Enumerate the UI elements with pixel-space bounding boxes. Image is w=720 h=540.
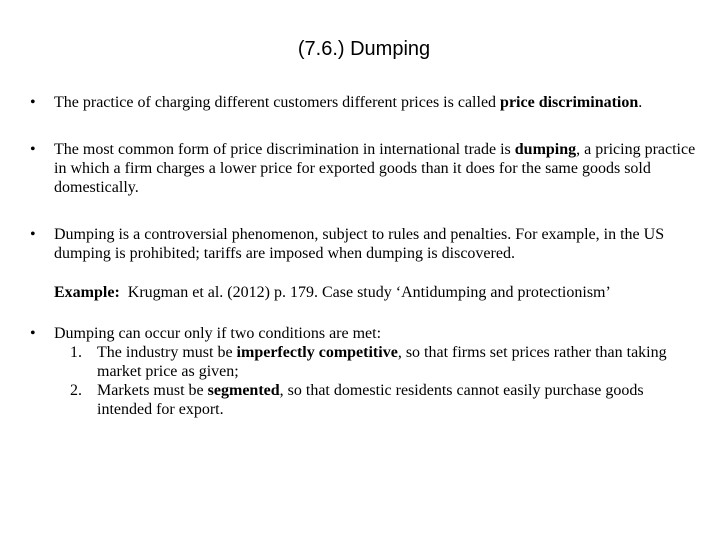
slide-body bbox=[30, 93, 700, 419]
slide-title: (7.6.) Dumping bbox=[297, 38, 431, 60]
example-text: Krugman et al. (2012) p. 179. Case study ‘Antidumping and protectionism’ bbox=[127, 284, 611, 301]
bullet-icon: • bbox=[30, 141, 36, 158]
conditions-list bbox=[70, 343, 700, 419]
bullet-text: Dumping is a controversial phenomenon, subject to rules and penalties. For example, in the US dumping is prohibited; tariffs are imposed when dumping is discovered. bbox=[54, 226, 665, 262]
condition-number: 2. bbox=[70, 382, 82, 399]
example-label: Example: bbox=[54, 284, 120, 301]
condition-item bbox=[70, 381, 700, 419]
bullet-price-discrimination bbox=[30, 93, 700, 112]
condition-bold-term: segmented bbox=[207, 382, 280, 399]
bullet-dumping-conditions bbox=[30, 324, 700, 419]
condition-text: , so that firms set prices rather than taking market price as given; bbox=[97, 344, 667, 380]
bullet-text: . bbox=[638, 94, 643, 111]
bullet-icon: • bbox=[30, 325, 36, 342]
condition-item bbox=[70, 343, 700, 381]
bullet-dumping-definition bbox=[30, 140, 700, 197]
bullet-dumping-controversy bbox=[30, 225, 700, 263]
bullet-icon: • bbox=[30, 94, 36, 111]
example-reference bbox=[30, 283, 700, 302]
bullet-icon: • bbox=[30, 226, 36, 243]
condition-text: Markets must be bbox=[97, 382, 208, 399]
condition-text: , so that domestic residents cannot easily purchase goods intended for export. bbox=[97, 382, 644, 418]
bullet-text: The practice of charging different customers different prices is called bbox=[54, 94, 501, 111]
bullet-text: The most common form of price discrimination in international trade is bbox=[54, 141, 515, 158]
condition-number: 1. bbox=[70, 344, 82, 361]
bullet-bold-term: price discrimination bbox=[500, 94, 639, 111]
bullet-bold-term: dumping bbox=[514, 141, 577, 158]
condition-text: The industry must be bbox=[97, 344, 237, 361]
condition-bold-term: imperfectly competitive bbox=[236, 344, 398, 361]
bullet-text: Dumping can occur only if two conditions are met: bbox=[54, 325, 382, 342]
bullet-text: , a pricing practice in which a firm charges a lower price for exported goods than it does for the same goods sold domestically. bbox=[54, 141, 696, 196]
